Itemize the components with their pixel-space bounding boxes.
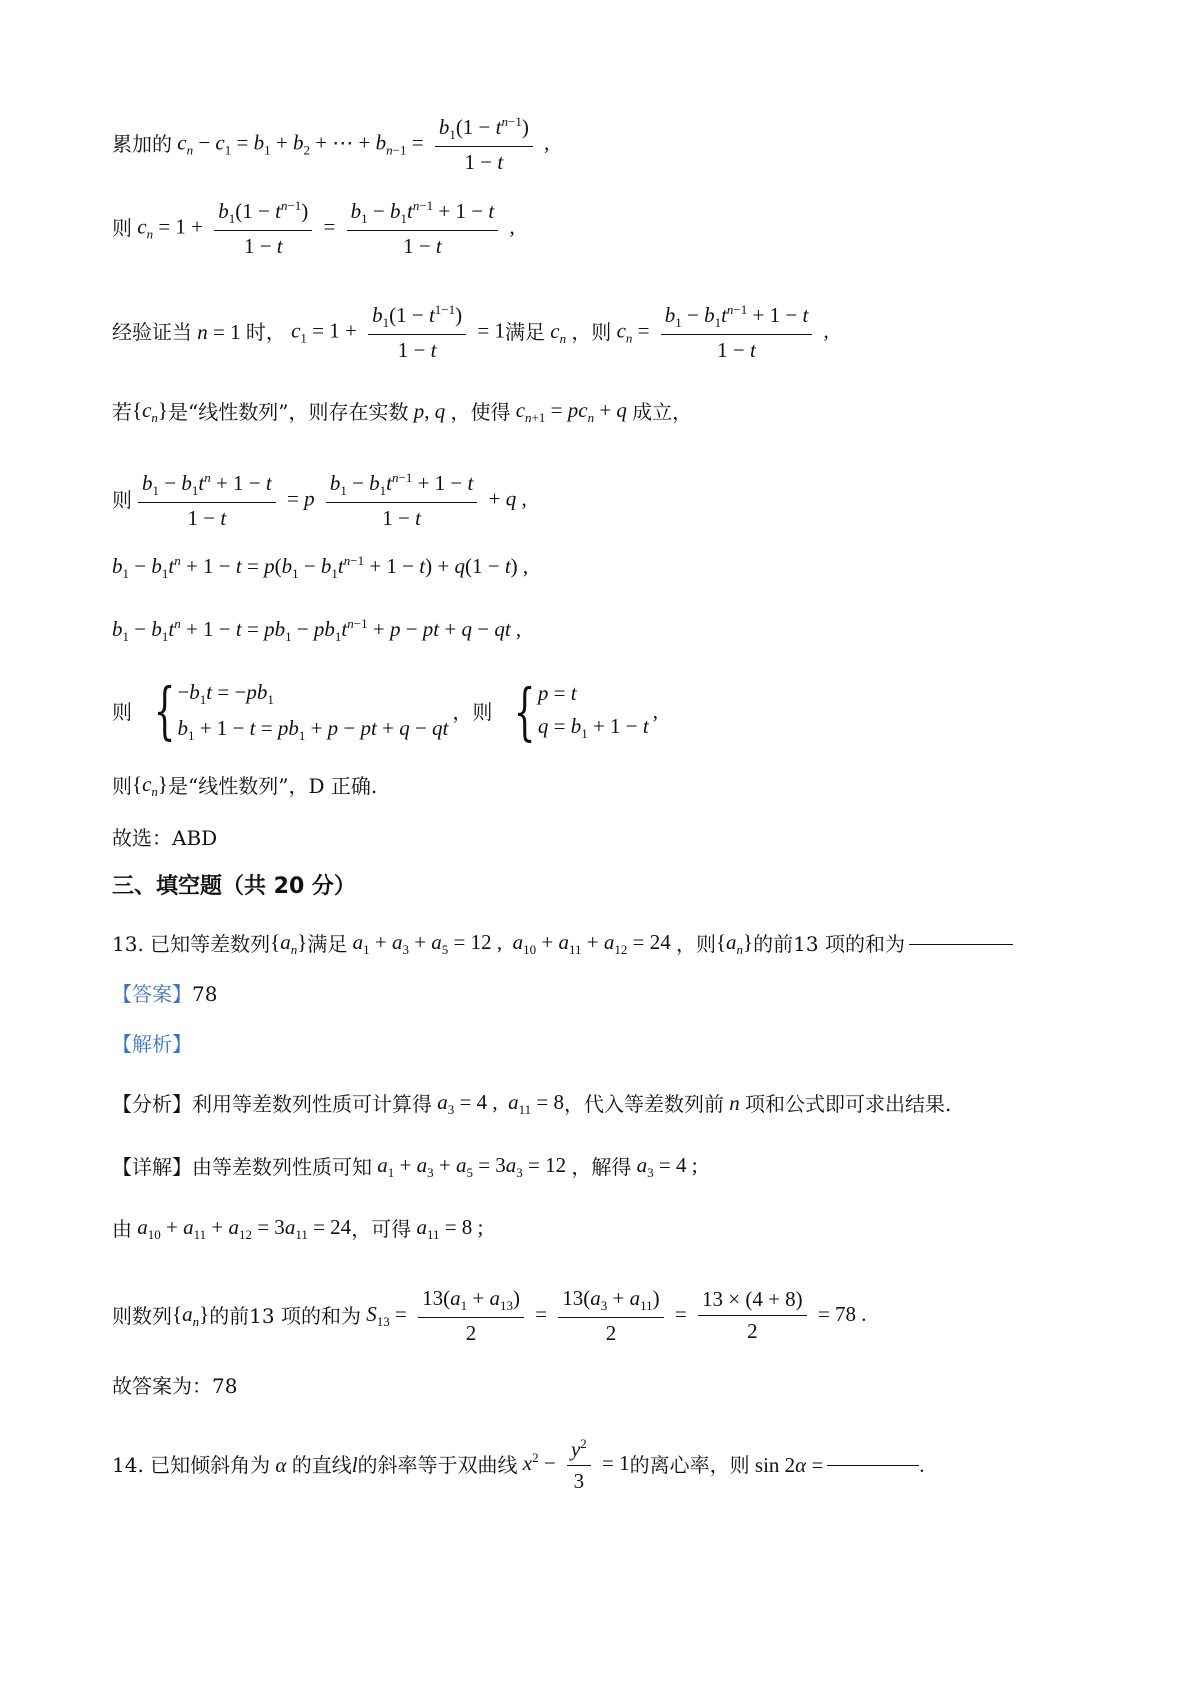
formula-sum-101112: $a_{10} + a_{11} + a_{12} = 3a_{11} = 24$ xyxy=(137,1215,352,1243)
you-text-b: ，可得 xyxy=(351,1216,412,1241)
formula-cn-final: $c_n$ = $\frac{b_1 - b_1t^{n-1} + 1 - t}{1 - t}$ , xyxy=(616,302,829,362)
choice-line xyxy=(112,826,217,850)
formula-set-an: $\{a_n\}$ xyxy=(270,930,308,958)
fenxi-tag: 【分析】 xyxy=(112,1091,192,1116)
q13-text-a: 已知等差数列 xyxy=(150,931,271,956)
formula-cn: $c_n = 1$ + $\frac{b_1(1 - t^{n-1})}{1 - t}$ = $\frac{b_1 - b_1t^{n-1} + 1 - t}{1 - t}$ , xyxy=(137,198,515,258)
question-13 xyxy=(112,930,1013,958)
formula-a3-a11: $a_3 = 4$ , $a_{11} = 8$ xyxy=(437,1090,564,1118)
formula-l: l xyxy=(351,1452,358,1477)
q13-answer-blank xyxy=(909,943,1013,945)
system-1: { $-b_1t = -pb_1$ $b_1 + 1 - t = pb_1 + p$ − pt + q − qt xyxy=(153,674,449,747)
you-text-a: 由 xyxy=(112,1216,132,1241)
question-14: 14. 已知倾斜角为 α 的直线 l 的斜率等于双曲线 $x^2$ − $\frac{y^2}{3}$ = 1 的离心率，则 sin 2α = . xyxy=(112,1436,925,1494)
final-answer-text: 故答案为：78 xyxy=(112,1374,238,1398)
sum-line xyxy=(112,1286,867,1346)
text-verify: 经验证当 xyxy=(112,320,192,345)
formula-c1: $c_1 = 1$ + $\frac{b_1(1 - t^{1-1})}{1 - t}$ = 1 xyxy=(291,302,505,362)
formula-hyperbola: $x^2$ − $\frac{y^2}{3}$ = 1 xyxy=(522,1436,630,1494)
formula-set-cn: $\{c_n\}$ xyxy=(132,398,169,426)
formula-set-cn-2: $\{c_n\}$ xyxy=(132,772,169,800)
you-line xyxy=(112,1215,483,1243)
formula-alpha: α xyxy=(275,1452,287,1477)
xiangjie-text-b: ，解得 xyxy=(571,1154,632,1179)
fenxi-text-b: ，代入等差数列前 xyxy=(563,1091,724,1116)
q14-text-b: 的直线 xyxy=(291,1453,352,1478)
q14-answer-blank xyxy=(827,1464,919,1466)
system-2: { p = t $q = b_1 + 1 - t$ xyxy=(514,674,649,748)
xiangjie-line xyxy=(112,1153,698,1181)
formula-a11-eq-8: $a_{11} = 8$ ; xyxy=(416,1215,484,1243)
formula-set-an-3: $\{a_n\}$ xyxy=(172,1302,210,1330)
text-manzu: 满足 xyxy=(504,320,545,345)
formula-n-eq-1: n = 1 xyxy=(197,319,246,344)
q14-text-d: 的离心率，则 xyxy=(629,1453,750,1478)
cn-formula-line xyxy=(112,198,515,259)
text-d-correct: 是“线性数列”，D 正确. xyxy=(168,773,378,798)
text-shide: ，使得 xyxy=(450,399,511,424)
xiangjie-tag: 【详解】 xyxy=(112,1154,192,1179)
formula-set-an-2: $\{a_n\}$ xyxy=(715,930,754,958)
answer-tag: 【答案】 xyxy=(112,982,192,1006)
text-chengli: 成立， xyxy=(632,399,693,424)
conclusion-line xyxy=(112,772,377,800)
expanded-eq-line-2 xyxy=(112,616,521,645)
linear-sequence-assumption-line xyxy=(112,398,692,426)
formula-s13: $S_{13}$ = $\frac{13(a_1 + a_{13})}{2}$ = $\frac{13(a_3 + a_{11})}{2}$ = $\frac{13 \times (4 + 8)}{2}$ = 78 . xyxy=(366,1286,867,1345)
formula-expanded-1: $b_1 - b_1t^n + 1 - t = p(b_1 - b_1t^{n-1} + 1 - t) + q(1 - t)$ , xyxy=(112,553,529,582)
q13-text-c: ，则 xyxy=(675,931,716,956)
analysis-tag-line xyxy=(112,1032,192,1056)
q14-text-a: 已知倾斜角为 xyxy=(150,1453,271,1478)
text-ze2: ，则 xyxy=(571,320,612,345)
system-line: 则 { $-b_1t = -pb_1$ $b_1 + 1 - t = pb_1 + p$ − pt + q − qt ，则 { p = t $q = b_1 + 1 - t$ , xyxy=(112,674,658,748)
substitution-line xyxy=(112,470,527,531)
q14-number: 14. xyxy=(112,1453,144,1478)
section-heading xyxy=(112,874,356,900)
fenxi-text-c: 项和公式即可求出结果. xyxy=(744,1091,952,1116)
formula-cn-minus-c1: $c_n - c_1 = b_1 + b_2$ + ⋯ + $b_{n-1}$ = $\frac{b_1(1 - t^{n-1})}{1 - t}$ , xyxy=(177,114,550,174)
formula-substitution: $\frac{b_1 - b_1t^n + 1 - t}{1 - t}$ = p $\frac{b_1 - b_1t^{n-1} + 1 - t}{1 - t}$ + q , xyxy=(132,470,527,531)
text-ze4: 则 xyxy=(112,699,132,724)
formula-n: n xyxy=(729,1091,740,1116)
formula-sin2alpha: sin 2α = xyxy=(749,1452,824,1477)
text-linear-exists: 是“线性数列”，则存在实数 xyxy=(168,399,409,424)
sum-text-b: 的前13 项的和为 xyxy=(209,1303,361,1328)
q14-text-c: 的斜率等于双曲线 xyxy=(357,1453,518,1478)
text-ze6: 则 xyxy=(112,773,132,798)
text-shi: 时， xyxy=(245,320,286,345)
sum-text-a: 则数列 xyxy=(112,1303,172,1328)
section-heading-text: 三、填空题（共 20 分） xyxy=(112,874,356,899)
text-ruo: 若 xyxy=(112,399,132,424)
fenxi-text-a: 利用等差数列性质可计算得 xyxy=(192,1091,432,1116)
formula-a3-eq-4: $a_3 = 4$ ; xyxy=(636,1153,698,1181)
final-answer-line xyxy=(112,1374,237,1398)
fenxi-line xyxy=(112,1090,951,1118)
text-ze3: 则 xyxy=(112,488,132,513)
formula-sum-135: $a_1 + a_3 + a_5 = 3a_3 = 12$ xyxy=(377,1153,572,1181)
text-leijia: 累加的 xyxy=(112,132,172,157)
formula-q13-conditions: $a_1 + a_3 + a_5 = 12$ , $a_{10} + a_{11} + a_{12} = 24$ xyxy=(352,930,676,958)
expanded-eq-line-1 xyxy=(112,553,528,582)
answer-line xyxy=(112,982,217,1006)
analysis-tag: 【解析】 xyxy=(112,1032,192,1056)
q13-number: 13. xyxy=(112,931,144,956)
q13-text-b: 满足 xyxy=(307,931,348,956)
formula-cn-ref: $c_n$ xyxy=(550,318,567,346)
text-choose-abd: 故选：ABD xyxy=(112,826,218,850)
text-ze: 则 xyxy=(112,216,132,241)
xiangjie-text-a: 由等差数列性质可知 xyxy=(192,1154,372,1179)
sum-derivation-line xyxy=(112,114,549,175)
formula-pq: p, q xyxy=(413,399,446,424)
text-ze5: ，则 xyxy=(452,699,493,724)
q13-text-d: 的前13 项的和为 xyxy=(753,931,905,956)
formula-expanded-2: $b_1 - b_1t^n + 1 - t = pb_1 - pb_1t^{n-1} + p$ − pt + q − qt , xyxy=(112,616,522,645)
answer-value: 78 xyxy=(192,982,218,1006)
verify-n1-line xyxy=(112,302,829,363)
formula-recurrence: $c_{n+1} = pc_n + q$ xyxy=(515,398,627,426)
